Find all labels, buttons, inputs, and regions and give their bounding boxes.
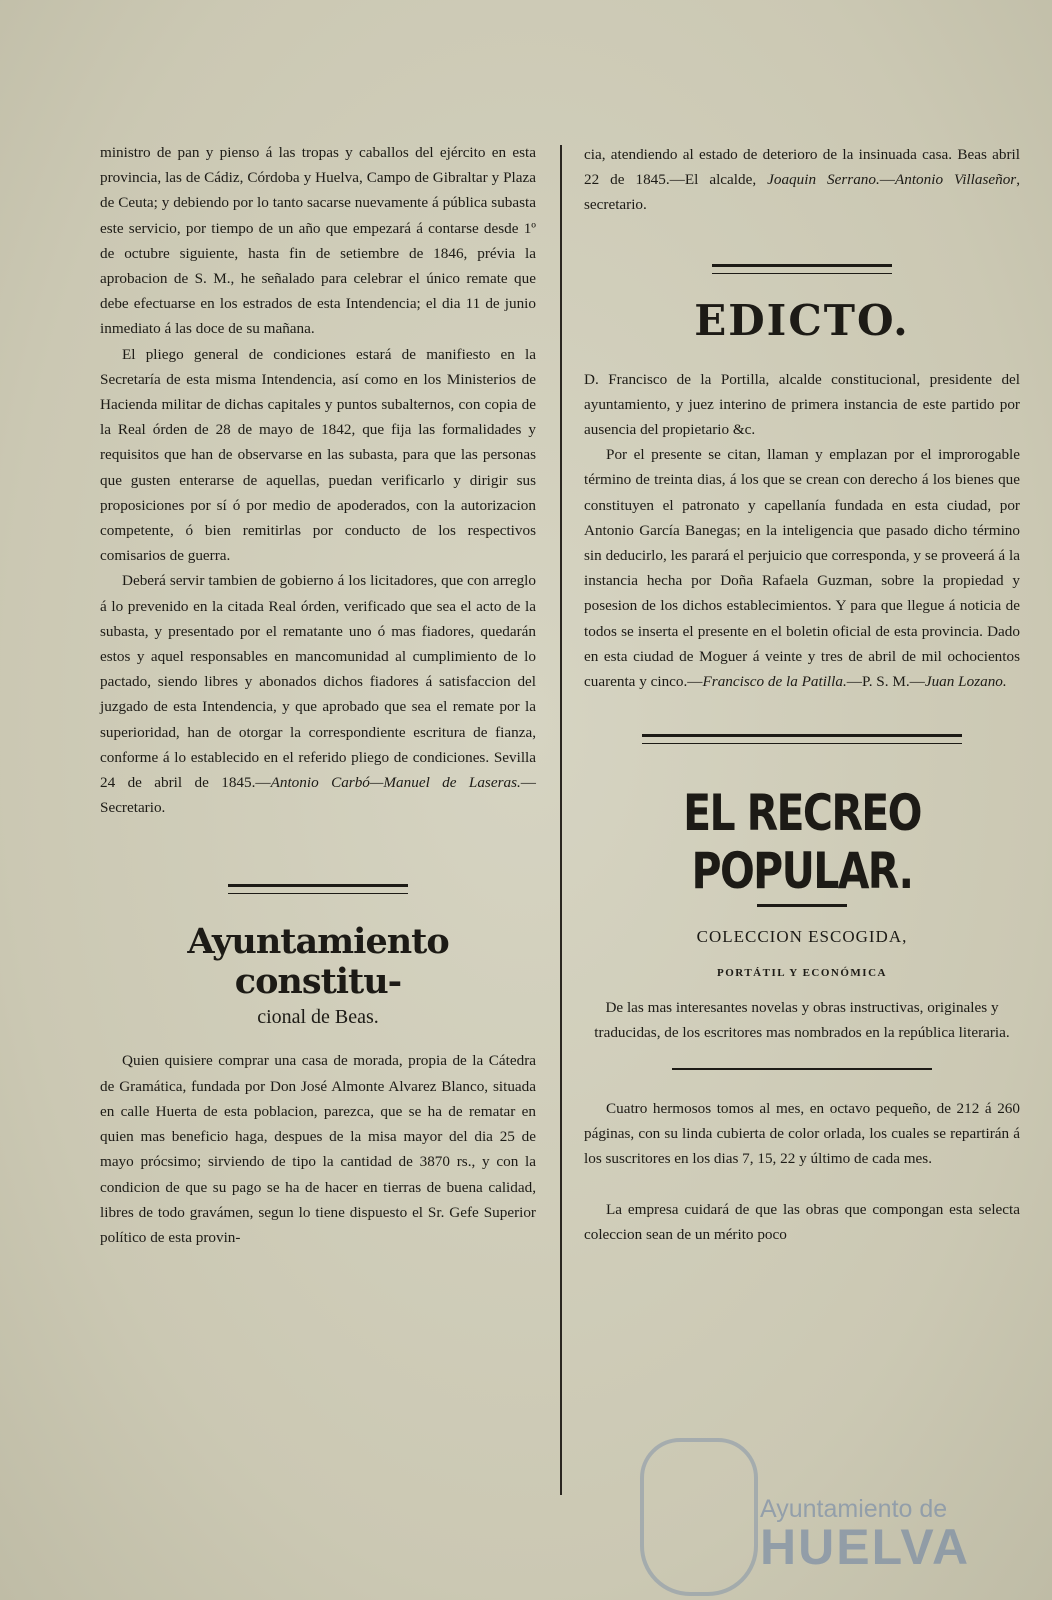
ayuntamiento-title: Ayuntamiento constitu- bbox=[187, 921, 449, 1003]
ayuntamiento-subtitle: cional de Beas. bbox=[257, 1006, 379, 1029]
watermark-line-2: HUELVA bbox=[760, 1519, 971, 1575]
continuation-paragraph bbox=[584, 142, 1020, 218]
continuation-tail: , secretario. bbox=[584, 171, 1020, 214]
coleccion-heading: COLECCION ESCOGIDA, bbox=[696, 927, 908, 947]
continuation-mid: — bbox=[879, 171, 895, 189]
cuatro-paragraph: Cuatro hermosos tomos al mes, en octavo pequeño, de 212 á 260 páginas, con su linda cubierta de color orlada, los cuales se repartirán á los suscritores en los dias 7, 15, 22 y último de cada mes. bbox=[584, 1099, 1020, 1168]
edicto-signature-1: Francisco de la Patilla. bbox=[702, 673, 847, 691]
continuation-signature-2: Antonio Villaseñor bbox=[894, 171, 1017, 189]
watermark-line-1: Ayuntamiento de bbox=[760, 1495, 948, 1523]
edicto-signature-2: Juan Lozano. bbox=[924, 673, 1007, 691]
continuation-signature-1: Joaquin Serrano. bbox=[767, 171, 880, 189]
section-rule bbox=[228, 884, 408, 894]
pliego-paragraph: El pliego general de condiciones estará de manifiesto en la Secretaría de esta misma Intendencia, así como en los Ministerios de Hacienda militar de dichas capitales y puntos subalternos, con copia de la Real órden de 28 de mayo de 1842, que fija las formalidades y requisitos que han de observarse en las subasta, para que las personas que gusten enterarse de aquellas, puedan verificarlo y dirigir sus proposiciones por sí ó por medio de apoderados, con la autorizacion competente, ó bien remitirlas por conducto de los respectivos comisarios de guerra. bbox=[100, 345, 536, 565]
ayuntamiento-paragraph: Quien quisiere comprar una casa de morada, propia de la Cátedra de Gramática, fundada por Don José Almonte Alvarez Blanco, situada en calle Huerta de esta poblacion, parezca, que se ha de rematar en quien mas beneficio haga, despues de la misa mayor del dia 25 de mayo prócsimo; sirviendo de tipo la cantidad de 3870 rs., y con la condicion de que su pago se ha de hacer en tierras de buena calidad, libres de todo gravámen, segun lo tiene dispuesto el Sr. Gefe Superior político de esta provin- bbox=[100, 1052, 536, 1246]
section-rule bbox=[642, 734, 962, 744]
crest-watermark-icon bbox=[640, 1438, 758, 1596]
edicto-intro: D. Francisco de la Portilla, alcalde constitucional, presidente del ayuntamiento, y juez interino de primera instancia de este partido por ausencia del propietario &c. bbox=[584, 370, 1020, 439]
left-column bbox=[100, 140, 536, 1250]
right-column bbox=[584, 142, 1020, 1248]
section-rule bbox=[712, 264, 892, 274]
debera-paragraph bbox=[100, 568, 536, 820]
mid-rule bbox=[672, 1068, 932, 1070]
column-divider bbox=[560, 145, 562, 1495]
portatil-subheading: PORTÁTIL Y ECONÓMICA bbox=[717, 967, 887, 980]
empresa-paragraph: La empresa cuidará de que las obras que compongan esta selecta coleccion sean de un mérito poco bbox=[584, 1201, 1020, 1244]
continuation-text: cia, atendiendo al estado de deterioro de la insinuada casa. Beas abril 22 de 1845.—El alcalde, bbox=[584, 146, 1020, 189]
edicto-mid: —P. S. M.— bbox=[846, 673, 925, 691]
debera-text: Deberá servir tambien de gobierno á los licitadores, que con arreglo á lo prevenido en la citada Real órden, verificado que sea el acto de la subasta, y presentado por el rematante uno ó mas fiadores, quedarán estos y aquel responsables en mancomunidad al cumplimiento de lo pactado, siendo libres y abonados dichos fiadores á satisfaccion del juzgado de esta Intendencia, y que aprobado que sea el remate por la superioridad, han de otorgar la correspondiente escritura de fianza, conforme á lo establecido en el referido pliego de condiciones. Sevilla 24 de abril de 1845.— bbox=[100, 572, 536, 792]
debera-signature-tail: —Secretario. bbox=[100, 774, 536, 817]
title-rule bbox=[757, 904, 847, 907]
recreo-title: EL RECREO POPULAR. bbox=[683, 784, 921, 901]
edicto-text: Por el presente se citan, llaman y emplazan por el improrogable término de treinta dias, á los que se crean con derecho á los bienes que constituyen el patronato y capellanía fundada en esta ciudad, por Antonio García Banegas; en la inteligencia que pasado dicho término sin deducirlo, les parará el perjuicio que corresponda, y se proveerá á la instancia hecha por Doña Rafaela Guzman, sobre la propiedad y posesion de los dichos establecimientos. Y para que llegue á noticia de todos se inserta el presente en el boletin oficial de esta provincia. Dado en esta ciudad de Moguer á veinte y tres de abril de mil ochocientos cuarenta y cinco.— bbox=[584, 446, 1020, 691]
debera-signature: Antonio Carbó—Manuel de Laseras. bbox=[270, 774, 521, 792]
edicto-body bbox=[584, 442, 1020, 694]
intro-paragraph: ministro de pan y pienso á las tropas y caballos del ejército en esta provincia, las de Cádiz, Córdoba y Huelva, Campo de Gibraltar y Plaza de Ceuta; y debiendo por lo tanto sacarse nuevamente á pública subasta este servicio, por tiempo de un año que empezará á contarse desde 1º de octubre siguiente, hasta fin de setiembre de 1846, prévia la aprobacion de S. M., he señalado para celebrar el único remate que debe efectuarse en los estrados de esta Intendencia; el dia 11 de junio inmediato á las doce de su mañana. bbox=[100, 144, 536, 338]
recreo-description: De las mas interesantes novelas y obras instructivas, originales y traducidas, de los escritores mas nombrados en la república literaria. bbox=[594, 999, 1010, 1042]
edicto-title: EDICTO. bbox=[694, 295, 910, 345]
